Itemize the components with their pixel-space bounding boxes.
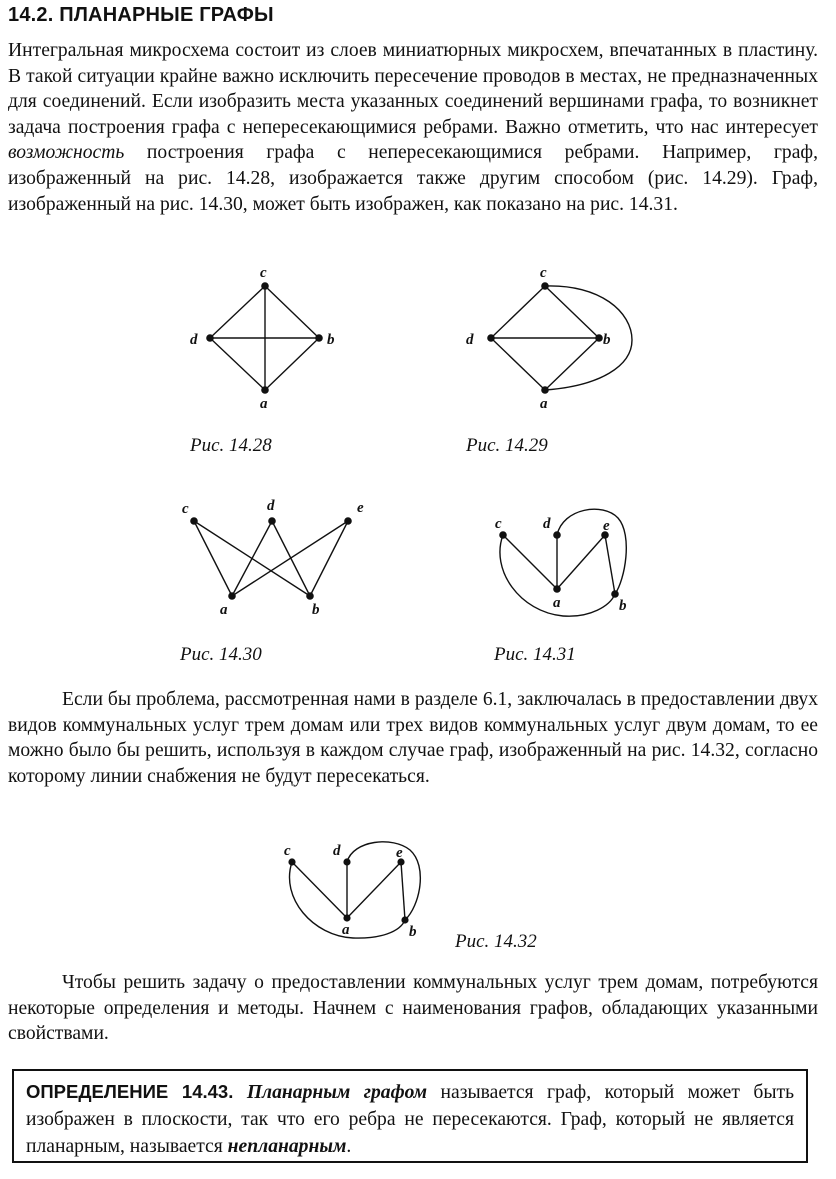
utilities-paragraph: Если бы проблема, рассмотренная нами в разделе 6.1, заключалась в предоставлении двух видов коммунальных услуг трем домам или трех видов коммунальных услуг двум домам, то ее можно было бы решить, используя в каждом случае граф, изображенный на рис. 14.32, согласно которому линии снабжения не будут пересекаться. [8, 689, 818, 787]
intro-text-part2: построения графа с непересекающимися ребрами. Например, граф, изображенный на рис. 14.28, изображается также другим способом (рис. 14.29). Граф, изображенный на рис. 14.30, может быть изображен, как показано на рис. 14.31. [8, 142, 818, 215]
intro-text-part1: Интегральная микросхема состоит из слоев миниатюрных микросхем, впечатанных в пластину. В такой ситуации крайне важно исключить пересечение проводов в местах, не предназначенных для соединений. Если изобразить места указанных соединений вершинами графа, то возникнет задача построения графа с непересекающимися ребрами. Важно отметить, что нас интересует [8, 40, 818, 138]
label-d: d [543, 516, 551, 532]
label-b: b [312, 602, 320, 618]
vertex-c [499, 531, 507, 539]
label-a: a [260, 396, 268, 412]
caption-14-28: Рис. 14.28 [190, 435, 272, 456]
section-heading: 14.2. ПЛАНАРНЫЕ ГРАФЫ [8, 4, 274, 26]
label-d: d [333, 843, 341, 859]
vertex-b [306, 592, 314, 600]
vertex-b [595, 334, 603, 342]
vertex-c [288, 858, 295, 865]
label-c: c [540, 265, 547, 281]
definition-term-planar: Планарным графом [246, 1082, 428, 1103]
vertex-a [343, 914, 350, 921]
caption-14-29: Рис. 14.29 [466, 435, 548, 456]
vertex-d [487, 334, 495, 342]
figure-14-30 [170, 495, 380, 625]
edge-a-d [210, 338, 265, 390]
vertex-c [190, 517, 198, 525]
label-c: c [284, 843, 291, 859]
edge-e-b [605, 535, 615, 594]
label-d: d [190, 332, 198, 348]
edge-d-a [232, 521, 272, 596]
definitions-intro-paragraph: Чтобы решить задачу о предоставлении коммунальных услуг трем домам, потребуются некоторые определения и методы. Начнем с наименования графов, обладающих указанными свойствами. [8, 972, 818, 1045]
intro-emphasis: возможность [8, 142, 125, 164]
label-b: b [327, 332, 335, 348]
vertex-d [206, 334, 214, 342]
edge-e-a [232, 521, 348, 596]
label-a: a [540, 396, 548, 412]
vertex-a [553, 585, 561, 593]
label-e: e [357, 500, 364, 516]
definition-term-nonplanar: непланарным [227, 1136, 347, 1157]
caption-14-30: Рис. 14.30 [180, 644, 262, 665]
figure-14-28 [180, 262, 350, 422]
label-c: c [495, 516, 502, 532]
edge-e-a [347, 862, 401, 918]
label-c: c [182, 501, 189, 517]
label-a: a [553, 595, 561, 611]
figure-14-29 [460, 262, 650, 422]
definition-text-2: . [346, 1136, 352, 1157]
label-d: d [466, 332, 474, 348]
label-e: e [396, 845, 403, 861]
label-b: b [603, 332, 611, 348]
intro-paragraph [8, 38, 818, 217]
vertex-b [611, 590, 619, 598]
edge-c-a [194, 521, 232, 596]
caption-14-31: Рис. 14.31 [494, 644, 576, 665]
vertex-d [553, 531, 561, 539]
definition-text-1: называется граф, который может быть изображен в плоскости, так что его ребра не пересекаются. Граф, который не является планарным, называется [26, 1082, 795, 1157]
label-a: a [220, 602, 228, 618]
vertex-e [344, 517, 352, 525]
vertex-b [315, 334, 323, 342]
caption-14-32: Рис. 14.32 [455, 931, 537, 952]
edge-e-b [310, 521, 348, 596]
edge-d-c [210, 286, 265, 338]
vertex-d [343, 858, 350, 865]
vertex-c [541, 282, 549, 290]
label-a: a [342, 922, 350, 938]
edge-a-d [491, 338, 545, 390]
vertex-a [541, 386, 549, 394]
vertex-c [261, 282, 269, 290]
definition-box [12, 1069, 808, 1163]
label-b: b [409, 924, 417, 940]
vertex-d [268, 517, 276, 525]
figure-14-31 [485, 500, 645, 625]
vertex-a [261, 386, 269, 394]
vertex-b [401, 916, 408, 923]
edge-b-a [265, 338, 319, 390]
edge-c-b [265, 286, 319, 338]
label-b: b [619, 598, 627, 614]
edge-d-c [491, 286, 545, 338]
edge-e-a [557, 535, 605, 589]
definition-heading: ОПРЕДЕЛЕНИЕ 14.43. [26, 1081, 234, 1102]
edge-c-b [545, 286, 599, 338]
figure-14-32 [278, 838, 438, 943]
edge-c-a [503, 535, 557, 589]
edge-e-b [401, 862, 405, 920]
label-d: d [267, 498, 275, 514]
label-c: c [260, 265, 267, 281]
vertex-a [228, 592, 236, 600]
edge-d-b-curved [557, 509, 626, 594]
label-e: e [603, 518, 610, 534]
